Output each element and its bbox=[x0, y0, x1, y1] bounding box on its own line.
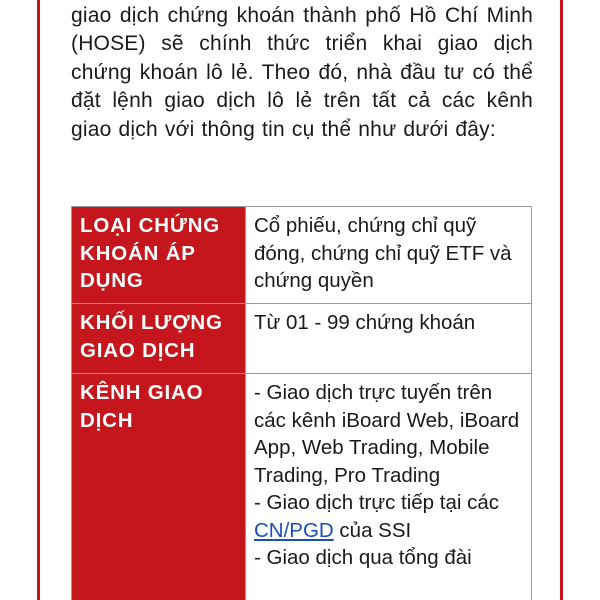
channel-direct-prefix: - Giao dịch trực tiếp tại các bbox=[254, 491, 500, 514]
row-label-text: LOẠI CHỨNG KHOÁN ÁP DỤNG bbox=[80, 214, 221, 292]
row-value-trading-channel bbox=[246, 374, 532, 600]
branch-office-link[interactable]: CN/PGD bbox=[254, 518, 334, 542]
row-value-text: Cổ phiếu, chứng chỉ quỹ đóng, chứng chỉ quỹ ETF và chứng quyền bbox=[254, 214, 512, 292]
channel-direct-suffix: của SSI bbox=[333, 518, 412, 542]
row-value-text: Từ 01 - 99 chứng khoán bbox=[254, 311, 476, 334]
table-row bbox=[72, 304, 532, 374]
table-row bbox=[72, 207, 532, 304]
channel-list bbox=[246, 374, 531, 578]
row-label-securities-type bbox=[72, 207, 246, 304]
table-row bbox=[72, 374, 532, 600]
article-content bbox=[71, 0, 533, 569]
row-label-text: KÊNH GIAO DỊCH bbox=[80, 381, 204, 432]
channel-direct-text bbox=[254, 489, 525, 544]
intro-paragraph: giao dịch chứng khoán thành phố Hồ Chí Minh (HOSE) sẽ chính thức triển khai giao dịch chứng khoán lô lẻ. Theo đó, nhà đầu tư có thể đặt lệnh giao dịch lô lẻ trên tất cả các kênh giao dịch với thông tin cụ thể như dưới đây: bbox=[71, 4, 533, 141]
row-label-trading-channel bbox=[72, 374, 246, 600]
odd-lot-info-table bbox=[71, 206, 532, 600]
right-red-border bbox=[560, 0, 600, 600]
row-label-text: KHỐI LƯỢNG GIAO DỊCH bbox=[80, 311, 223, 362]
channel-online-text: - Giao dịch trực tuyến trên các kênh iBoard Web, iBoard App, Web Trading, Mobile Trading, Pro Trading bbox=[254, 381, 520, 487]
row-value-securities-type bbox=[246, 207, 532, 304]
row-value-trading-volume bbox=[246, 304, 532, 374]
channel-phone-text: - Giao dịch qua tổng đài bbox=[254, 546, 472, 569]
left-red-border bbox=[0, 0, 40, 600]
row-label-trading-volume bbox=[72, 304, 246, 374]
